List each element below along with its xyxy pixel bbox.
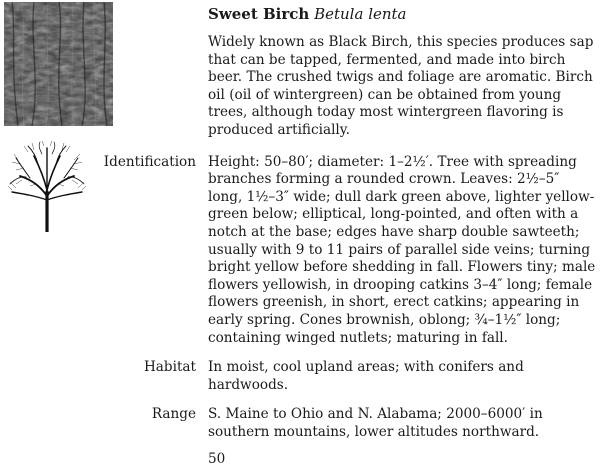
identification-section bbox=[103, 153, 596, 348]
tree-silhouette-icon bbox=[6, 140, 88, 232]
habitat-section bbox=[143, 359, 596, 394]
page-number: 50 bbox=[208, 451, 226, 468]
habitat-label: Habitat bbox=[143, 359, 196, 376]
bark-photo bbox=[4, 2, 113, 126]
identification-text: Height: 50–80′; diameter: 1–2½′. Tree with spreading branches forming a rounded crown. Leaves: 2½–5″ long, 1½–3″ wide; dull dark green above, lighter yellow-green below; elliptical, long-pointed, and often with a notch at the base; edges have sharp double sawteeth; usually with 9 to 11 pairs of parallel side veins; turning bright yellow before shedding in fall. Flowers tiny; male flowers yellowish, in drooping catkins 3–4″ long; female flowers greenish, in short, erect catkins; appearing in early spring. Cones brownish, oblong; ¾–1½″ long; containing winged nutlets; maturing in fall. bbox=[208, 153, 596, 346]
common-name: Sweet Birch bbox=[208, 5, 310, 23]
range-label: Range bbox=[151, 406, 196, 423]
intro-paragraph: Widely known as Black Birch, this species produces sap that can be tapped, fermented, and made into birch beer. The crushed twigs and foliage are aromatic. Birch oil (oil of wintergreen) can be obtained from young trees, although today most wintergreen flavoring is produced artificially. bbox=[208, 34, 594, 138]
entry-title bbox=[208, 4, 596, 24]
entry-content bbox=[103, 4, 596, 469]
range-section bbox=[151, 406, 596, 441]
latin-name: Betula lenta bbox=[314, 5, 407, 23]
habitat-text: In moist, cool upland areas; with conifers and hardwoods. bbox=[208, 359, 524, 393]
range-text: S. Maine to Ohio and N. Alabama; 2000–6000′ in southern mountains, lower altitudes northward. bbox=[208, 406, 543, 440]
identification-label: Identification bbox=[103, 153, 196, 170]
